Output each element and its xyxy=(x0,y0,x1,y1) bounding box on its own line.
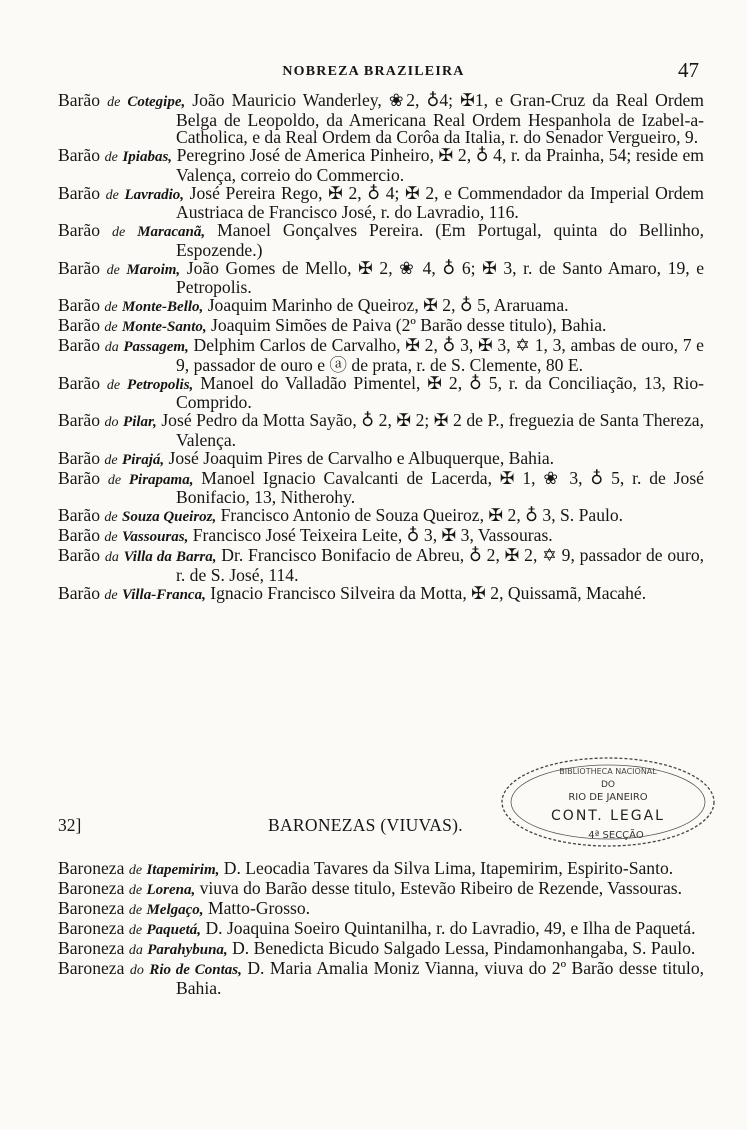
entry-preposition: de xyxy=(104,320,118,335)
entry-text: viuva do Barão desse titulo, Estevão Ribeiro de Rezende, Vassouras. xyxy=(195,878,683,898)
entry-rank: Barão xyxy=(58,372,101,393)
entry-rank: Baroneza xyxy=(58,938,125,958)
entry xyxy=(58,880,704,900)
entry xyxy=(58,147,704,184)
entry-preposition: de xyxy=(104,587,118,603)
entry xyxy=(58,860,704,880)
entry-preposition: de xyxy=(104,150,118,165)
entry-title: Monte-Bello, xyxy=(122,299,204,315)
entry-text: João Mauricio Wanderley, ❀2, ♁4; ✠1, e Gran-Cruz da Real Ordem Belga de Leopoldo, da Americana Real Ordem Hespanhola de Izabel-a-Catholica, e da Real Ordem da Corôa da Italia, r. do Senador Vergueiro, 9. xyxy=(176,90,704,147)
entry-title: Melgaço, xyxy=(146,902,204,918)
entry xyxy=(58,182,704,222)
entry-text: Joaquim Marinho de Queiroz, ✠ 2, ♁ 5, Araruama. xyxy=(203,295,569,315)
entry-text: Dr. Francisco Bonifacio de Abreu, ♁ 2, ✠ 2, ✡ 9, passador de ouro, r. de S. José, 114. xyxy=(176,545,705,585)
entry-preposition: de xyxy=(107,472,122,488)
entry xyxy=(58,412,704,449)
entry xyxy=(58,257,705,297)
entry-preposition: de xyxy=(104,300,118,315)
entry-title: Ipiabas, xyxy=(122,149,173,165)
entry-title: Parahybuna, xyxy=(147,942,228,958)
entry-rank: Baroneza xyxy=(58,878,125,898)
entry-text: Manoel Ignacio Cavalcanti de Lacerda, ✠ 1, ❀ 3, ♁ 5, r. de José Bonifacio, 13, Nitherohy. xyxy=(176,467,704,507)
entry-title: Villa-Franca, xyxy=(122,586,206,603)
entry xyxy=(58,337,704,374)
entry-preposition: de xyxy=(107,95,121,110)
entry xyxy=(58,317,704,337)
entry-title: Paquetá, xyxy=(146,922,202,938)
stamp-line5: 4ª SECÇÃO xyxy=(588,830,644,841)
entry-preposition: de xyxy=(128,883,143,898)
entry xyxy=(58,920,704,940)
entry-title: Pirajá, xyxy=(122,451,165,468)
entry-title: Pilar, xyxy=(123,414,157,430)
stamp-line3: RIO DE JANEIRO xyxy=(568,792,648,803)
entry-rank: Barão xyxy=(58,410,101,430)
entry-rank: Baroneza xyxy=(58,918,125,938)
entry-preposition: do xyxy=(129,963,144,978)
entry-rank: Barão xyxy=(58,447,101,468)
entry-text: José Joaquim Pires de Carvalho e Albuquerque, Bahia. xyxy=(164,447,555,468)
entry xyxy=(58,447,704,470)
entry-title: Vassouras, xyxy=(122,529,189,545)
entry-rank: Barão xyxy=(58,220,101,240)
entry-rank: Barão xyxy=(58,525,101,545)
stamp-line1: BIBLIOTHECA NACIONAL xyxy=(559,767,657,776)
entry-title: Maroim, xyxy=(126,261,181,278)
entry-preposition: de xyxy=(106,262,120,278)
entry xyxy=(58,297,704,317)
entry xyxy=(58,467,704,507)
entry xyxy=(58,900,704,920)
stamp-line2: DO xyxy=(600,780,616,790)
entry-rank: Baroneza xyxy=(58,898,125,918)
entry-text: Francisco Antonio de Souza Queiroz, ✠ 2, ♁ 3, S. Paulo. xyxy=(216,505,624,525)
entry-title: Itapemirim, xyxy=(146,862,220,878)
entry-preposition: da xyxy=(104,340,119,355)
entry-text: Delphim Carlos de Carvalho, ✠ 2, ♁ 3, ✠ 3, ✡ 1, 3, ambas de ouro, 7 e 9, passador de ouro e ⓐ de prata, r. de S. Clemente, 80 E. xyxy=(176,335,704,375)
entry-preposition: de xyxy=(104,452,118,468)
entry-title: Passagem, xyxy=(123,339,189,355)
entry-preposition: de xyxy=(112,225,126,240)
entry-text: D. Joaquina Soeiro Quintanilha, r. do Lavradio, 49, e Ilha de Paquetá. xyxy=(201,918,696,938)
entry-preposition: da xyxy=(128,943,143,958)
section-number: 32] xyxy=(58,815,82,835)
entry-text: João Gomes de Mello, ✠ 2, ❀ 4, ♁ 6; ✠ 3, r. de Santo Amaro, 19, e Petropolis. xyxy=(176,257,705,297)
stamp-line4: CONT. LEGAL xyxy=(551,808,665,824)
entry-text: Matto-Grosso. xyxy=(203,898,311,918)
entry xyxy=(58,507,704,527)
entry-preposition: de xyxy=(104,530,118,545)
entry-text: D. Benedicta Bicudo Salgado Lessa, Pindamonhangaba, S. Paulo. xyxy=(227,938,696,958)
baronesses-list xyxy=(58,860,704,997)
entry-rank: Barão xyxy=(58,182,101,203)
entry-preposition: do xyxy=(104,415,119,430)
entry-title: Villa da Barra, xyxy=(123,549,217,565)
entry-text: Manoel do Valladão Pimentel, ✠ 2, ♁ 5, r. da Conciliação, 13, Rio-Comprido. xyxy=(176,372,705,412)
entry xyxy=(58,222,704,259)
entry-title: Lorena, xyxy=(146,882,196,898)
entry-title: Petropolis, xyxy=(127,376,194,393)
entry-title: Cotegipe, xyxy=(127,94,186,110)
entry-rank: Barão xyxy=(58,505,101,525)
entry xyxy=(58,582,704,605)
entry-rank: Baroneza xyxy=(58,958,125,978)
entry-title: Pirapama, xyxy=(128,471,194,488)
barons-list xyxy=(58,92,704,604)
entry-title: Lavradio, xyxy=(124,186,185,203)
entry-text: Peregrino José de America Pinheiro, ✠ 2, ♁ 4, r. da Prainha, 54; reside em Valença, correio do Commercio. xyxy=(172,145,704,185)
entry-preposition: de xyxy=(104,510,118,525)
entry-text: D. Leocadia Tavares da Silva Lima, Itapemirim, Espirito-Santo. xyxy=(219,858,674,878)
entry-rank: Barão xyxy=(58,257,101,278)
entry-rank: Baroneza xyxy=(58,858,125,878)
entry-text: Joaquim Simões de Paiva (2º Barão desse titulo), Bahia. xyxy=(206,315,607,335)
entry xyxy=(58,92,704,147)
entry-text: José Pedro da Motta Sayão, ♁ 2, ✠ 2; ✠ 2 de P., freguezia de Santa Thereza, Valença. xyxy=(156,410,704,450)
entry-preposition: de xyxy=(128,903,143,918)
entry-preposition: de xyxy=(106,377,121,393)
entry-rank: Barão xyxy=(58,295,101,315)
entry-text: José Pereira Rego, ✠ 2, ♁ 4; ✠ 2, e Commendador da Imperial Ordem Austriaca de Francisco José, r. do Lavradio, 116. xyxy=(176,182,704,222)
entry-preposition: da xyxy=(104,550,119,565)
running-title: NOBREZA BRAZILEIRA xyxy=(282,64,465,79)
entry-text: Francisco José Teixeira Leite, ♁ 3, ✠ 3, Vassouras. xyxy=(188,525,553,545)
library-stamp xyxy=(496,754,720,850)
entry-text: Ignacio Francisco Silveira da Motta, ✠ 2, Quissamã, Macahé. xyxy=(205,582,647,603)
entry-title: Rio de Contas, xyxy=(149,962,242,978)
entry xyxy=(58,527,704,547)
page-number: 47 xyxy=(678,58,699,82)
section-title: BARONEZAS (VIUVAS). xyxy=(268,815,463,835)
entry-preposition: de xyxy=(128,863,143,878)
entry-rank: Barão xyxy=(58,145,101,165)
entry-rank: Barão xyxy=(58,467,101,488)
entry xyxy=(58,940,704,960)
entry-title: Maracanã, xyxy=(137,224,206,240)
entry-rank: Barão xyxy=(58,545,101,565)
entry-title: Monte-Santo, xyxy=(122,319,207,335)
entry-text: D. Maria Amalia Moniz Vianna, viuva do 2º Barão desse titulo, Bahia. xyxy=(176,958,705,998)
entry-text: Manoel Gonçalves Pereira. (Em Portugal, quinta do Bellinho, Espozende.) xyxy=(176,220,705,260)
entry-preposition: de xyxy=(128,923,143,938)
entry-rank: Barão xyxy=(58,90,101,110)
entry xyxy=(58,960,704,997)
entry-rank: Barão xyxy=(58,582,101,603)
entry-preposition: de xyxy=(105,187,119,203)
entry xyxy=(58,372,705,412)
entry-rank: Barão xyxy=(58,335,101,355)
entry-rank: Barão xyxy=(58,315,101,335)
entry xyxy=(58,547,704,584)
entry-title: Souza Queiroz, xyxy=(122,509,217,525)
